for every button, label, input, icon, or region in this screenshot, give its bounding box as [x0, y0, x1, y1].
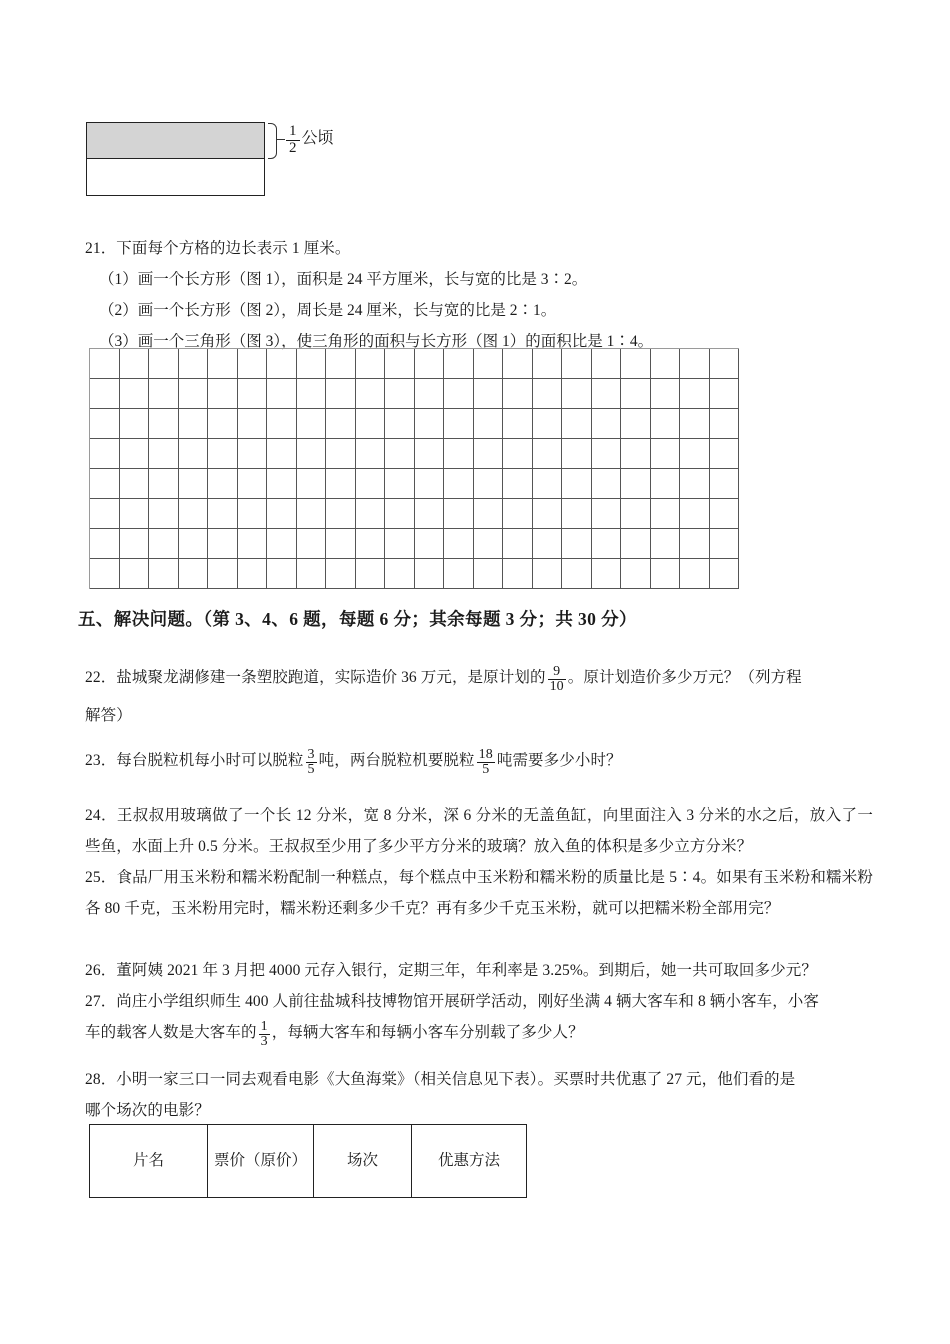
grid-cell[interactable]: [592, 469, 622, 499]
grid-cell[interactable]: [474, 499, 504, 529]
grid-cell[interactable]: [238, 379, 268, 409]
fraction-numerator: 1: [260, 1018, 268, 1034]
grid-cell[interactable]: [326, 349, 356, 379]
grid-cell[interactable]: [238, 469, 268, 499]
grid-cell[interactable]: [385, 439, 415, 469]
grid-cell[interactable]: [592, 559, 622, 589]
grid-cell[interactable]: [503, 529, 533, 559]
grid-cell[interactable]: [474, 439, 504, 469]
grid-cell[interactable]: [562, 439, 592, 469]
grid-cell[interactable]: [474, 559, 504, 589]
grid-cell[interactable]: [385, 379, 415, 409]
grid-cell[interactable]: [710, 529, 740, 559]
fraction-denominator: 2: [289, 139, 297, 156]
question-22: [85, 662, 885, 694]
grid-cell[interactable]: [149, 349, 179, 379]
grid-cell[interactable]: [179, 349, 209, 379]
grid-cell[interactable]: [179, 409, 209, 439]
fraction-numerator: 9: [548, 665, 566, 680]
grid-row: [90, 469, 739, 499]
grid-cell[interactable]: [651, 499, 681, 529]
grid-cell[interactable]: [120, 559, 150, 589]
grid-cell[interactable]: [533, 409, 563, 439]
grid-cell[interactable]: [356, 349, 386, 379]
grid-cell[interactable]: [297, 409, 327, 439]
fraction-numerator: 1: [286, 124, 300, 141]
grid-cell[interactable]: [651, 379, 681, 409]
grid-cell[interactable]: [710, 439, 740, 469]
grid-cell[interactable]: [680, 349, 710, 379]
grid-cell[interactable]: [385, 529, 415, 559]
grid-cell[interactable]: [503, 559, 533, 589]
grid-cell[interactable]: [120, 379, 150, 409]
grid-cell[interactable]: [356, 499, 386, 529]
grid-cell[interactable]: [503, 409, 533, 439]
grid-row: [90, 349, 739, 379]
grid-cell[interactable]: [297, 379, 327, 409]
question-23-fraction-1: [306, 748, 317, 778]
grid-cell[interactable]: [680, 409, 710, 439]
grid-cell[interactable]: [680, 379, 710, 409]
grid-cell[interactable]: [326, 559, 356, 589]
question-24: 24．王叔叔用玻璃做了一个长 12 分米，宽 8 分米，深 6 分米的无盖鱼缸，向里面注入 3 分米的水之后，放入了一些鱼，水面上升 0.5 分米。王叔叔至少用了多少平方分米的玻璃？放入鱼的体积是多少立方分米？: [85, 807, 873, 855]
diagram-fraction: [286, 124, 300, 157]
grid-row: [90, 409, 739, 439]
grid-cell[interactable]: [562, 529, 592, 559]
grid-row: [90, 559, 739, 589]
grid-cell[interactable]: [415, 379, 445, 409]
grid-cell[interactable]: [356, 439, 386, 469]
fraction-numerator: 18: [478, 746, 493, 762]
grid-cell[interactable]: [710, 499, 740, 529]
grid-cell[interactable]: [356, 409, 386, 439]
table-header-row: [90, 1125, 527, 1198]
grid-cell[interactable]: [415, 439, 445, 469]
question-27-text-b: 车的载客人数是大客车的: [85, 1024, 257, 1041]
diagram-shaded-half: [87, 123, 264, 159]
question-21-part-3: （3）画一个三角形（图 3），使三角形的面积与长方形（图 1）的面积比是 1∶4。: [99, 333, 654, 350]
grid-cell[interactable]: [503, 439, 533, 469]
grid-cell[interactable]: [562, 379, 592, 409]
grid-cell[interactable]: [533, 559, 563, 589]
grid-cell[interactable]: [149, 499, 179, 529]
question-21-stem: 21．下面每个方格的边长表示 1 厘米。: [85, 240, 351, 257]
grid-cell[interactable]: [267, 529, 297, 559]
grid-cell[interactable]: [149, 529, 179, 559]
question-22-text-b: 。原计划造价多少万元？（列方程: [567, 669, 802, 686]
grid-cell[interactable]: [179, 439, 209, 469]
grid-row: [90, 499, 739, 529]
grid-cell[interactable]: [621, 499, 651, 529]
fraction-denominator: 3: [260, 1034, 268, 1050]
grid-cell[interactable]: [592, 499, 622, 529]
question-27-text-c: ，每辆大客车和每辆小客车分别载了多少人？: [271, 1024, 584, 1041]
fraction-denominator: 5: [482, 762, 490, 778]
grid-row: [90, 379, 739, 409]
grid-cell[interactable]: [267, 499, 297, 529]
question-23-text-c: 吨需要多少小时？: [496, 752, 622, 769]
grid-cell[interactable]: [651, 349, 681, 379]
grid-cell[interactable]: [474, 409, 504, 439]
diagram-brace-icon: [268, 123, 277, 159]
grid-cell[interactable]: [385, 499, 415, 529]
grid-cell[interactable]: [651, 409, 681, 439]
grid-cell[interactable]: [415, 559, 445, 589]
table-header-ticket-price: 票价（原价）: [208, 1125, 314, 1198]
grid-cell[interactable]: [120, 499, 150, 529]
grid-cell[interactable]: [680, 529, 710, 559]
grid-cell[interactable]: [149, 379, 179, 409]
grid-cell[interactable]: [680, 439, 710, 469]
grid-cell[interactable]: [297, 529, 327, 559]
grid-cell[interactable]: [267, 469, 297, 499]
grid-cell[interactable]: [208, 349, 238, 379]
question-23-text-a: 23．每台脱粒机每小时可以脱粒: [85, 752, 304, 769]
grid-cell[interactable]: [444, 529, 474, 559]
grid-cell[interactable]: [474, 379, 504, 409]
grid-row: [90, 529, 739, 559]
grid-cell[interactable]: [533, 439, 563, 469]
grid-cell[interactable]: [651, 559, 681, 589]
grid-cell[interactable]: [149, 439, 179, 469]
grid-cell[interactable]: [356, 469, 386, 499]
grid-cell[interactable]: [415, 469, 445, 499]
grid-cell[interactable]: [120, 529, 150, 559]
question-22-fraction: [548, 665, 566, 695]
grid-cell[interactable]: [444, 469, 474, 499]
grid-cell[interactable]: [415, 499, 445, 529]
grid-cell[interactable]: [208, 469, 238, 499]
grid-cell[interactable]: [503, 349, 533, 379]
grid-cell[interactable]: [297, 469, 327, 499]
grid-row: [90, 439, 739, 469]
grid-cell[interactable]: [149, 469, 179, 499]
grid-cell[interactable]: [356, 559, 386, 589]
grid-cell[interactable]: [208, 529, 238, 559]
grid-cell[interactable]: [238, 529, 268, 559]
grid-cell[interactable]: [267, 439, 297, 469]
grid-cell[interactable]: [149, 559, 179, 589]
grid-cell[interactable]: [238, 409, 268, 439]
grid-cell[interactable]: [621, 409, 651, 439]
grid-cell[interactable]: [267, 409, 297, 439]
grid-cell[interactable]: [592, 379, 622, 409]
question-27-fraction: [259, 1020, 270, 1050]
question-27-line-2: [85, 1017, 885, 1049]
grid-cell[interactable]: [680, 499, 710, 529]
grid-cell[interactable]: [297, 439, 327, 469]
grid-cell[interactable]: [179, 469, 209, 499]
grid-cell[interactable]: [415, 529, 445, 559]
grid-cell[interactable]: [149, 409, 179, 439]
grid-cell[interactable]: [621, 349, 651, 379]
grid-cell[interactable]: [503, 469, 533, 499]
grid-cell[interactable]: [533, 469, 563, 499]
grid-cell[interactable]: [356, 379, 386, 409]
grid-cell[interactable]: [474, 469, 504, 499]
grid-cell[interactable]: [444, 349, 474, 379]
question-28-line-1: 28．小明一家三口一同去观看电影《大鱼海棠》（相关信息见下表）。买票时共优惠了 27 元，他们看的是: [85, 1071, 796, 1088]
grid-cell[interactable]: [385, 349, 415, 379]
grid-cell[interactable]: [710, 379, 740, 409]
grid-cell[interactable]: [533, 379, 563, 409]
grid-cell[interactable]: [444, 409, 474, 439]
grid-cell[interactable]: [503, 499, 533, 529]
grid-cell[interactable]: [592, 349, 622, 379]
question-25: 25．食品厂用玉米粉和糯米粉配制一种糕点，每个糕点中玉米粉和糯米粉的质量比是 5∶4。如果有玉米粉和糯米粉各 80 千克，玉米粉用完时，糯米粉还剩多少千克？再有多少千克玉米粉，就可以把糯米粉全部用完？: [85, 869, 873, 917]
grid-cell[interactable]: [533, 499, 563, 529]
grid-cell[interactable]: [651, 469, 681, 499]
grid-cell[interactable]: [120, 409, 150, 439]
grid-cell[interactable]: [326, 439, 356, 469]
grid-cell[interactable]: [120, 349, 150, 379]
graph-paper-grid[interactable]: [89, 348, 739, 589]
grid-cell[interactable]: [562, 499, 592, 529]
grid-cell[interactable]: [562, 409, 592, 439]
grid-cell[interactable]: [208, 409, 238, 439]
grid-cell[interactable]: [680, 559, 710, 589]
question-23-fraction-2: [477, 748, 495, 778]
grid-cell[interactable]: [710, 349, 740, 379]
section-five-heading: 五、解决问题。（第 3、4、6 题，每题 6 分；其余每题 3 分；共 30 分）: [78, 609, 637, 629]
diagram-unit-label: 公顷: [301, 129, 334, 147]
grid-cell[interactable]: [474, 529, 504, 559]
question-28-line-2: 哪个场次的电影？: [85, 1102, 210, 1119]
grid-cell[interactable]: [621, 379, 651, 409]
grid-cell[interactable]: [592, 439, 622, 469]
grid-cell[interactable]: [562, 349, 592, 379]
question-23-text-b: 吨，两台脱粒机要脱粒: [318, 752, 475, 769]
grid-cell[interactable]: [90, 469, 120, 499]
question-21-part-2: （2）画一个长方形（图 2），周长是 24 厘米，长与宽的比是 2∶1。: [99, 302, 557, 319]
question-23: [85, 745, 885, 777]
grid-cell[interactable]: [356, 529, 386, 559]
grid-cell[interactable]: [533, 529, 563, 559]
grid-cell[interactable]: [385, 559, 415, 589]
grid-cell[interactable]: [710, 469, 740, 499]
grid-cell[interactable]: [326, 499, 356, 529]
grid-cell[interactable]: [267, 379, 297, 409]
grid-cell[interactable]: [90, 499, 120, 529]
grid-cell[interactable]: [208, 559, 238, 589]
grid-cell[interactable]: [385, 409, 415, 439]
grid-cell[interactable]: [326, 409, 356, 439]
grid-cell[interactable]: [533, 349, 563, 379]
table-header-discount: 优惠方法: [412, 1125, 527, 1198]
grid-cell[interactable]: [326, 469, 356, 499]
grid-cell[interactable]: [238, 349, 268, 379]
table-header-showtime: 场次: [314, 1125, 412, 1198]
grid-cell[interactable]: [326, 529, 356, 559]
grid-cell[interactable]: [444, 439, 474, 469]
grid-cell[interactable]: [90, 409, 120, 439]
grid-cell[interactable]: [208, 439, 238, 469]
grid-cell[interactable]: [444, 379, 474, 409]
grid-cell[interactable]: [385, 469, 415, 499]
grid-cell[interactable]: [680, 469, 710, 499]
grid-cell[interactable]: [267, 349, 297, 379]
diagram-rectangle: [86, 122, 265, 196]
hectare-diagram: [86, 122, 486, 204]
grid-cell[interactable]: [297, 349, 327, 379]
grid-cell[interactable]: [592, 409, 622, 439]
question-27-line-1: 27．尚庄小学组织师生 400 人前往盐城科技博物馆开展研学活动，刚好坐满 4 辆大客车和 8 辆小客车，小客: [85, 993, 820, 1010]
grid-cell[interactable]: [90, 529, 120, 559]
grid-cell[interactable]: [651, 439, 681, 469]
table-header-film-name: 片名: [90, 1125, 208, 1198]
grid-cell[interactable]: [651, 529, 681, 559]
grid-cell[interactable]: [474, 349, 504, 379]
grid-cell[interactable]: [90, 379, 120, 409]
grid-cell[interactable]: [415, 409, 445, 439]
grid-cell[interactable]: [238, 559, 268, 589]
grid-cell[interactable]: [90, 439, 120, 469]
grid-cell[interactable]: [444, 499, 474, 529]
movie-info-table: [89, 1124, 527, 1198]
grid-cell[interactable]: [562, 469, 592, 499]
fraction-denominator: 10: [549, 679, 564, 695]
grid-cell[interactable]: [592, 529, 622, 559]
grid-cell[interactable]: [208, 379, 238, 409]
grid-cell[interactable]: [562, 559, 592, 589]
grid-cell[interactable]: [179, 559, 209, 589]
grid-cell[interactable]: [179, 499, 209, 529]
grid-cell[interactable]: [415, 349, 445, 379]
grid-cell[interactable]: [120, 469, 150, 499]
grid-cell[interactable]: [503, 379, 533, 409]
grid-cell[interactable]: [297, 559, 327, 589]
grid-cell[interactable]: [621, 439, 651, 469]
fraction-numerator: 3: [307, 746, 315, 762]
grid-cell[interactable]: [90, 559, 120, 589]
question-22-line-2: 解答）: [85, 707, 132, 724]
diagram-label: [284, 124, 334, 157]
grid-cell[interactable]: [297, 499, 327, 529]
question-21-part-1: （1）画一个长方形（图 1），面积是 24 平方厘米，长与宽的比是 3∶2。: [99, 271, 588, 288]
grid-cell[interactable]: [621, 559, 651, 589]
grid-cell[interactable]: [238, 439, 268, 469]
grid-cell[interactable]: [444, 559, 474, 589]
grid-cell[interactable]: [179, 379, 209, 409]
grid-cell[interactable]: [710, 559, 740, 589]
grid-cell[interactable]: [710, 409, 740, 439]
question-26: 26．董阿姨 2021 年 3 月把 4000 元存入银行，定期三年，年利率是 3.25%。到期后，她一共可取回多少元？: [85, 962, 817, 979]
grid-cell[interactable]: [120, 439, 150, 469]
grid-cell[interactable]: [267, 559, 297, 589]
grid-cell[interactable]: [208, 499, 238, 529]
question-22-text-a: 22．盐城聚龙湖修建一条塑胶跑道，实际造价 36 万元，是原计划的: [85, 669, 546, 686]
grid-cell[interactable]: [90, 349, 120, 379]
grid-cell[interactable]: [326, 379, 356, 409]
grid-cell[interactable]: [621, 469, 651, 499]
grid-cell[interactable]: [238, 499, 268, 529]
grid-cell[interactable]: [179, 529, 209, 559]
fraction-denominator: 5: [307, 762, 315, 778]
grid-cell[interactable]: [621, 529, 651, 559]
